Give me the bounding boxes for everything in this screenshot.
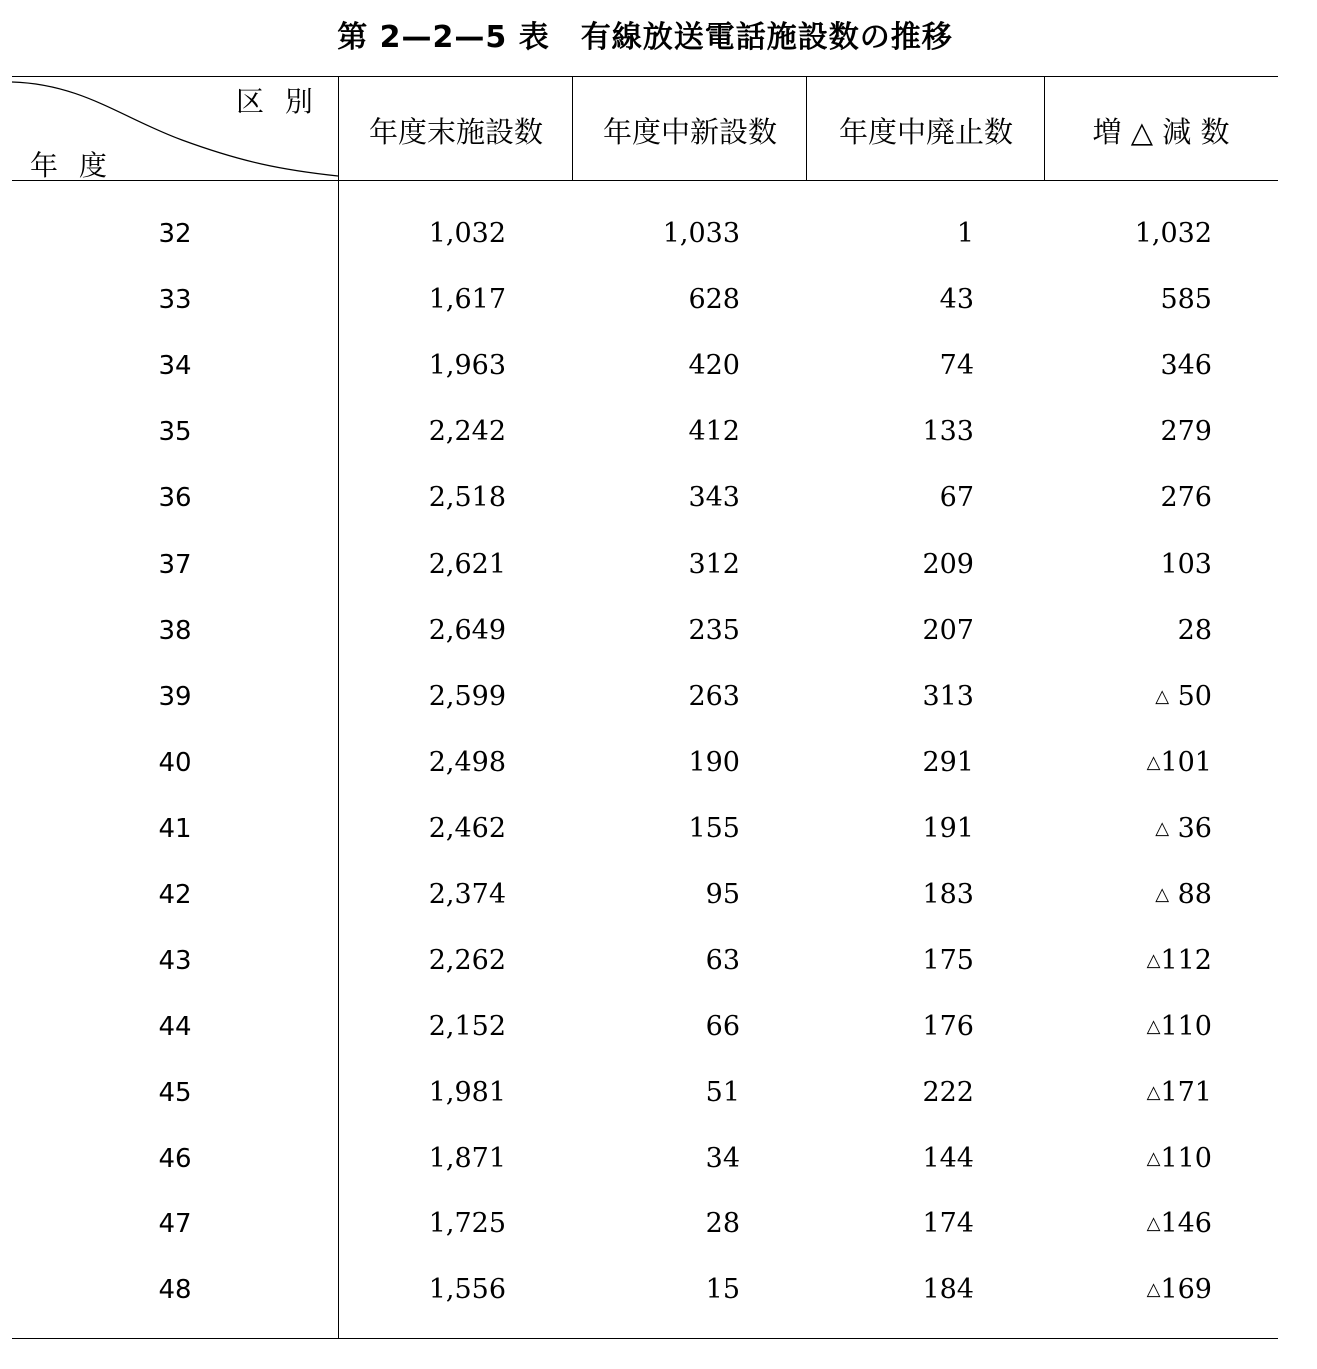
column-header-net-change: 増 △ 減 数	[1092, 115, 1230, 149]
cell-year-end-facilities: 2,621	[428, 549, 506, 580]
cell-year-end-facilities: 1,981	[428, 1077, 506, 1108]
cell-abolished: 174	[922, 1208, 974, 1239]
cell-net-change: 585	[1160, 284, 1212, 315]
table-row	[0, 280, 1317, 320]
header-corner-category: 区 別	[236, 85, 319, 118]
cell-year-end-facilities: 2,152	[428, 1011, 506, 1042]
cell-year-end-facilities: 2,498	[428, 747, 506, 778]
cell-net-change: △ 88	[1155, 879, 1212, 910]
cell-year-end-facilities: 2,518	[428, 482, 506, 513]
table-row	[0, 412, 1317, 452]
cell-year-end-facilities: 2,242	[428, 416, 506, 447]
cell-new-installations: 95	[705, 879, 740, 910]
table-row	[0, 1139, 1317, 1179]
table-row	[0, 214, 1317, 254]
cell-net-change: △112	[1146, 945, 1212, 976]
cell-year: 39	[158, 682, 192, 712]
table-row	[0, 611, 1317, 651]
cell-net-change: △171	[1146, 1077, 1212, 1108]
cell-year: 33	[158, 285, 192, 315]
cell-net-change: △ 50	[1155, 681, 1212, 712]
cell-new-installations: 28	[705, 1208, 740, 1239]
bottom-rule	[12, 1338, 1278, 1339]
cell-net-change: △101	[1146, 747, 1212, 778]
column-header-year-end-facilities: 年度末施設数	[368, 115, 543, 149]
cell-year: 42	[158, 880, 192, 910]
cell-new-installations: 628	[688, 284, 740, 315]
cell-abolished: 209	[922, 549, 974, 580]
cell-new-installations: 235	[688, 615, 740, 646]
cell-abolished: 43	[939, 284, 974, 315]
header-corner-year: 年 度	[30, 149, 113, 182]
cell-abolished: 133	[922, 416, 974, 447]
table-row	[0, 1270, 1317, 1310]
cell-year-end-facilities: 2,599	[428, 681, 506, 712]
cell-new-installations: 155	[688, 813, 740, 844]
cell-net-change: 1,032	[1134, 218, 1212, 249]
cell-year-end-facilities: 1,032	[428, 218, 506, 249]
cell-new-installations: 312	[688, 549, 740, 580]
cell-year: 38	[158, 616, 192, 646]
cell-year-end-facilities: 1,871	[428, 1143, 506, 1174]
table-title: 第 2—2—5 表 有線放送電話施設数の推移	[337, 20, 953, 55]
table-row	[0, 809, 1317, 849]
cell-year-end-facilities: 1,725	[428, 1208, 506, 1239]
cell-year: 45	[158, 1078, 192, 1108]
column-header-new-installations: 年度中新設数	[602, 115, 777, 149]
cell-year: 34	[158, 351, 192, 381]
cell-year: 43	[158, 946, 192, 976]
cell-net-change: △146	[1146, 1208, 1212, 1239]
cell-new-installations: 420	[688, 350, 740, 381]
cell-year: 32	[158, 219, 192, 249]
cell-abolished: 1	[956, 218, 974, 249]
column-divider	[572, 76, 573, 180]
table-row	[0, 743, 1317, 783]
cell-abolished: 191	[922, 813, 974, 844]
table-row	[0, 1073, 1317, 1113]
cell-abolished: 67	[939, 482, 974, 513]
cell-new-installations: 15	[705, 1274, 740, 1305]
cell-net-change: 28	[1177, 615, 1212, 646]
cell-net-change: 346	[1160, 350, 1212, 381]
cell-abolished: 313	[922, 681, 974, 712]
cell-abolished: 74	[939, 350, 974, 381]
cell-year-end-facilities: 2,462	[428, 813, 506, 844]
cell-year: 47	[158, 1209, 192, 1239]
cell-abolished: 183	[922, 879, 974, 910]
table-row	[0, 875, 1317, 915]
cell-year: 48	[158, 1275, 192, 1305]
cell-abolished: 222	[922, 1077, 974, 1108]
cell-net-change: 276	[1160, 482, 1212, 513]
cell-year: 35	[158, 417, 192, 447]
cell-net-change: 103	[1160, 549, 1212, 580]
column-divider	[806, 76, 807, 180]
column-divider	[1044, 76, 1045, 180]
table-row	[0, 478, 1317, 518]
cell-year-end-facilities: 1,963	[428, 350, 506, 381]
cell-year: 46	[158, 1144, 192, 1174]
cell-year-end-facilities: 1,556	[428, 1274, 506, 1305]
cell-new-installations: 412	[688, 416, 740, 447]
cell-new-installations: 51	[705, 1077, 740, 1108]
cell-year-end-facilities: 2,649	[428, 615, 506, 646]
table-row	[0, 1204, 1317, 1244]
cell-net-change: 279	[1160, 416, 1212, 447]
cell-abolished: 176	[922, 1011, 974, 1042]
cell-year: 40	[158, 748, 192, 778]
cell-net-change: △110	[1146, 1011, 1212, 1042]
table-row	[0, 677, 1317, 717]
cell-new-installations: 63	[705, 945, 740, 976]
cell-new-installations: 263	[688, 681, 740, 712]
column-header-abolished: 年度中廃止数	[838, 115, 1013, 149]
cell-new-installations: 1,033	[662, 218, 740, 249]
table-row	[0, 1007, 1317, 1047]
cell-year-end-facilities: 2,262	[428, 945, 506, 976]
table-row	[0, 941, 1317, 981]
cell-year: 41	[158, 814, 192, 844]
top-rule	[12, 76, 1278, 77]
cell-new-installations: 190	[688, 747, 740, 778]
cell-net-change: △ 36	[1155, 813, 1212, 844]
cell-abolished: 175	[922, 945, 974, 976]
cell-abolished: 207	[922, 615, 974, 646]
cell-year: 44	[158, 1012, 192, 1042]
cell-abolished: 144	[922, 1143, 974, 1174]
cell-year-end-facilities: 2,374	[428, 879, 506, 910]
cell-abolished: 291	[922, 747, 974, 778]
cell-net-change: △110	[1146, 1143, 1212, 1174]
cell-year-end-facilities: 1,617	[428, 284, 506, 315]
cell-new-installations: 343	[688, 482, 740, 513]
table-row	[0, 545, 1317, 585]
table-row	[0, 346, 1317, 386]
cell-new-installations: 66	[705, 1011, 740, 1042]
cell-year: 37	[158, 550, 192, 580]
cell-abolished: 184	[922, 1274, 974, 1305]
cell-net-change: △169	[1146, 1274, 1212, 1305]
cell-new-installations: 34	[705, 1143, 740, 1174]
cell-year: 36	[158, 483, 192, 513]
